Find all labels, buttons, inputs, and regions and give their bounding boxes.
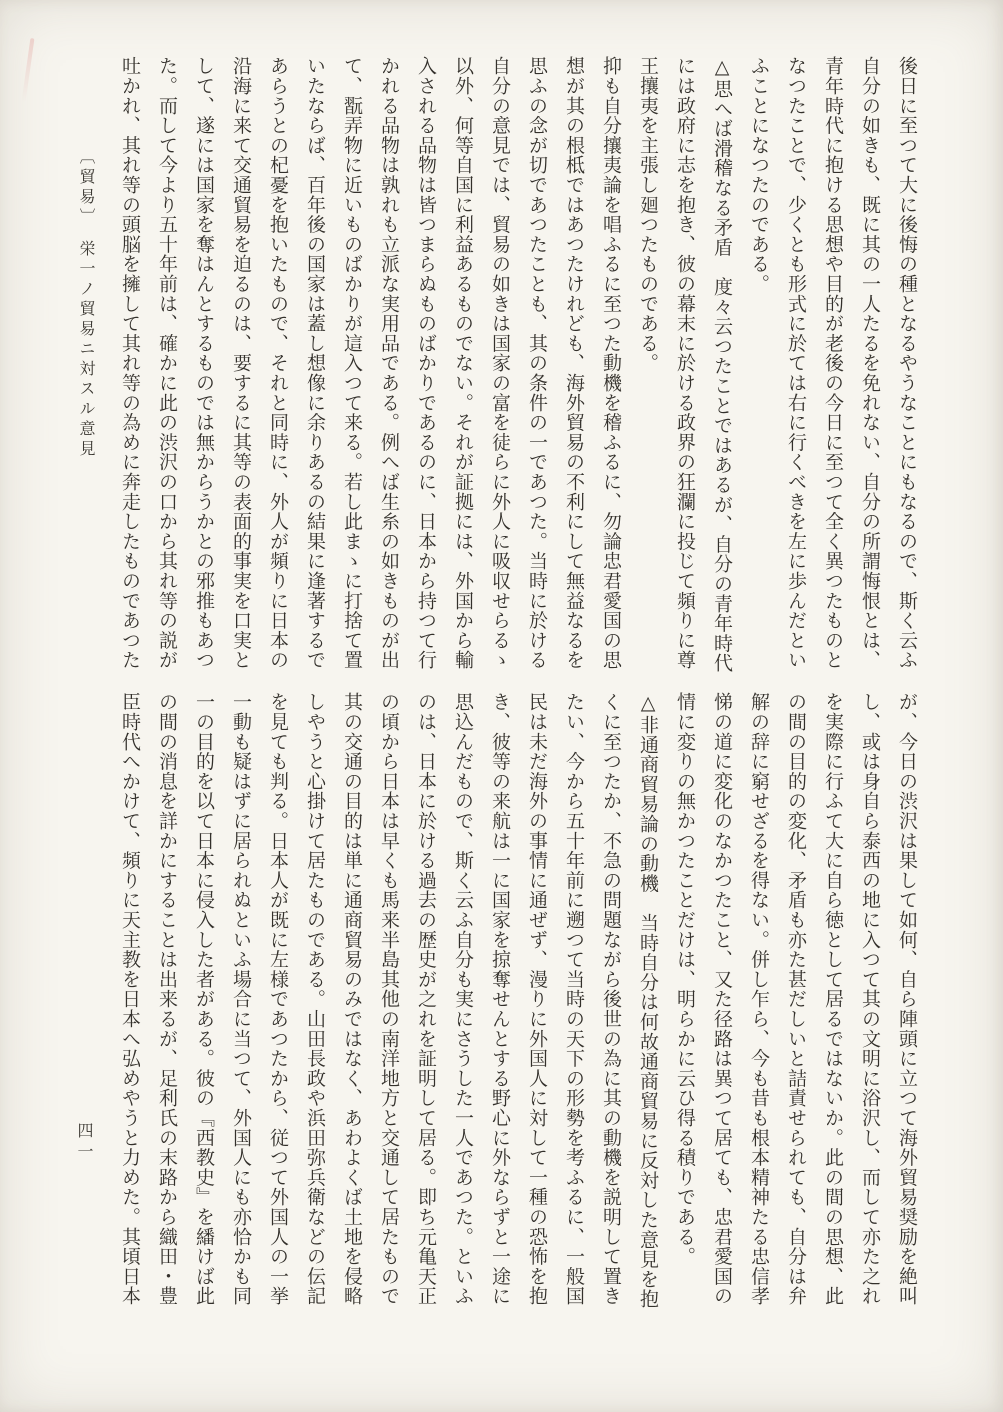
text-column: あらうとの杞憂を抱いたもので、それと同時に、外人が頻りに日本の	[267, 56, 288, 670]
text-column: 入される品物は皆つまらぬものばかりであるのに、日本から持つて行	[415, 56, 436, 670]
text-column: 後日に至つて大に後悔の種となるやうなことにもなるので、斯く云ふ	[896, 56, 917, 670]
text-column: 自分の如きも、既に其の一人たるを免れない、自分の所謂悔恨とは、	[859, 56, 880, 670]
text-column: 民は未だ海外の事情に通ぜず、漫りに外国人に対して一種の恐怖を抱	[526, 692, 547, 1306]
text-column: ふことになつたのである。	[748, 56, 769, 294]
text-column: 解の辞に窮せざるを得ない。併し乍ら、今も昔も根本精神たる忠信孝	[748, 692, 769, 1306]
text-column: し、或は身自ら泰西の地に入つて其の文明に浴沢し、而して亦た之れ	[859, 692, 880, 1306]
text-column: して、遂には国家を奪はんとするものでは無からうかとの邪推もあつ	[193, 56, 214, 670]
text-column: いたならば、百年後の国家は蓋し想像に余りあるの結果に逢著するで	[304, 56, 325, 670]
text-column: かれる品物は孰れも立派な実用品である。例へば生糸の如きものが出	[378, 56, 399, 670]
text-column: の頃から日本は早くも馬来半島其他の南洋地方と交通して居たもので	[378, 692, 399, 1306]
text-column: 吐かれ、其れ等の頭脳を擁して其れ等の為めに奔走したものであつた	[119, 56, 140, 670]
text-column: 臣時代へかけて、頻りに天主教を日本へ弘めやうと力めた。其頃日本	[119, 692, 140, 1306]
text-column: たい、今から五十年前に遡つて当時の天下の形勢を考ふるに、一般国	[563, 692, 584, 1306]
text-column: 抑も自分攘夷論を唱ふるに至つた動機を稽ふるに、勿論忠君愛国の思	[600, 56, 621, 670]
text-column: た。而して今より五十年前は、確かに此の渋沢の口から其れ等の説が	[156, 56, 177, 670]
text-column: △思へば滑稽なる矛盾 度々云つたことではあるが、自分の青年時代	[711, 56, 732, 673]
text-column: て、翫弄物に近いものばかりが這入つて来る。若し此まゝに打捨て置	[341, 56, 362, 670]
bottom-text-block	[95, 692, 925, 1309]
text-column: 青年時代に抱ける思想や目的が老後の今日に至つて全く異つたものと	[822, 56, 843, 670]
text-column: 沿海に来て交通貿易を迫るのは、要するに其等の表面的事実を口実と	[230, 56, 251, 670]
text-column: には政府に志を抱き、彼の幕末に於ける政界の狂瀾に投じて頻りに尊	[674, 56, 695, 670]
page-number: 四一	[75, 1122, 92, 1164]
text-column: 一動も疑はずに居られぬといふ場合に当つて、外国人にも亦恰かも同	[230, 692, 251, 1306]
text-column: 想が其の根柢ではあつたけれども、海外貿易の不利にして無益なるを	[563, 56, 584, 670]
text-column: 王攘夷を主張し廻つたものである。	[637, 56, 658, 373]
text-column: が、今日の渋沢は果して如何、自ら陣頭に立つて海外貿易奨励を絶叫	[896, 692, 917, 1306]
text-column: のは、日本に於ける過去の歴史が之れを証明して居る。即ち元亀天正	[415, 692, 436, 1306]
text-column: しやうと心掛けて居たものである。山田長政や浜田弥兵衛などの伝記	[304, 692, 325, 1306]
text-column: なつたことで、少くとも形式に於ては右に行くべきを左に歩んだとい	[785, 56, 806, 670]
top-text-block	[95, 56, 925, 673]
text-column: 一の目的を以て日本に侵入した者がある。彼の『西教史』を繙けば此	[193, 692, 214, 1306]
text-column: 情に変りの無かつたことだけは、明らかに云ひ得る積りである。	[674, 692, 695, 1267]
text-column: を実際に行ふて大に自ら徳として居るではないか。此の間の思想、此	[822, 692, 843, 1306]
text-column: の間の消息を詳かにすることは出来るが、足利氏の末路から織田・豊	[156, 692, 177, 1306]
text-column: 其の交通の目的は単に通商貿易のみではなく、あわよくば土地を侵略	[341, 692, 362, 1306]
text-column: 悌の道に変化のなかつたこと、又た径路は異つて居ても、忠君愛国の	[711, 692, 732, 1306]
text-column: を見ても判る。日本人が既に左様であつたから、従つて外国人の一挙	[267, 692, 288, 1306]
text-column: き、彼等の来航は一に国家を掠奪せんとする野心に外ならずと一途に	[489, 692, 510, 1306]
text-column: △非通商貿易論の動機 当時自分は何故通商貿易に反対した意見を抱	[637, 692, 658, 1309]
text-column: くに至つたか、不急の問題ながら後世の為に其の動機を説明して置き	[600, 692, 621, 1306]
text-column: 思ふの念が切であつたことも、其の条件の一であつた。当時に於ける	[526, 56, 547, 670]
text-column: の間の目的の変化、矛盾も亦た甚だしいと詰責せられても、自分は弁	[785, 692, 806, 1306]
scan-edge-artifact	[22, 38, 35, 102]
text-column: 思込んだもので、斯く云ふ自分も実にさうした一人であつた。といふ	[452, 692, 473, 1306]
text-column: 以外、何等自国に利益あるものでない。それが証拠には、外国から輸	[452, 56, 473, 670]
text-column: 自分の意見では、貿易の如きは国家の富を徒らに外人に吸収せらるゝ	[489, 56, 510, 670]
section-header: 〔貿易〕 栄一ノ貿易ニ対スル意見	[77, 148, 94, 460]
